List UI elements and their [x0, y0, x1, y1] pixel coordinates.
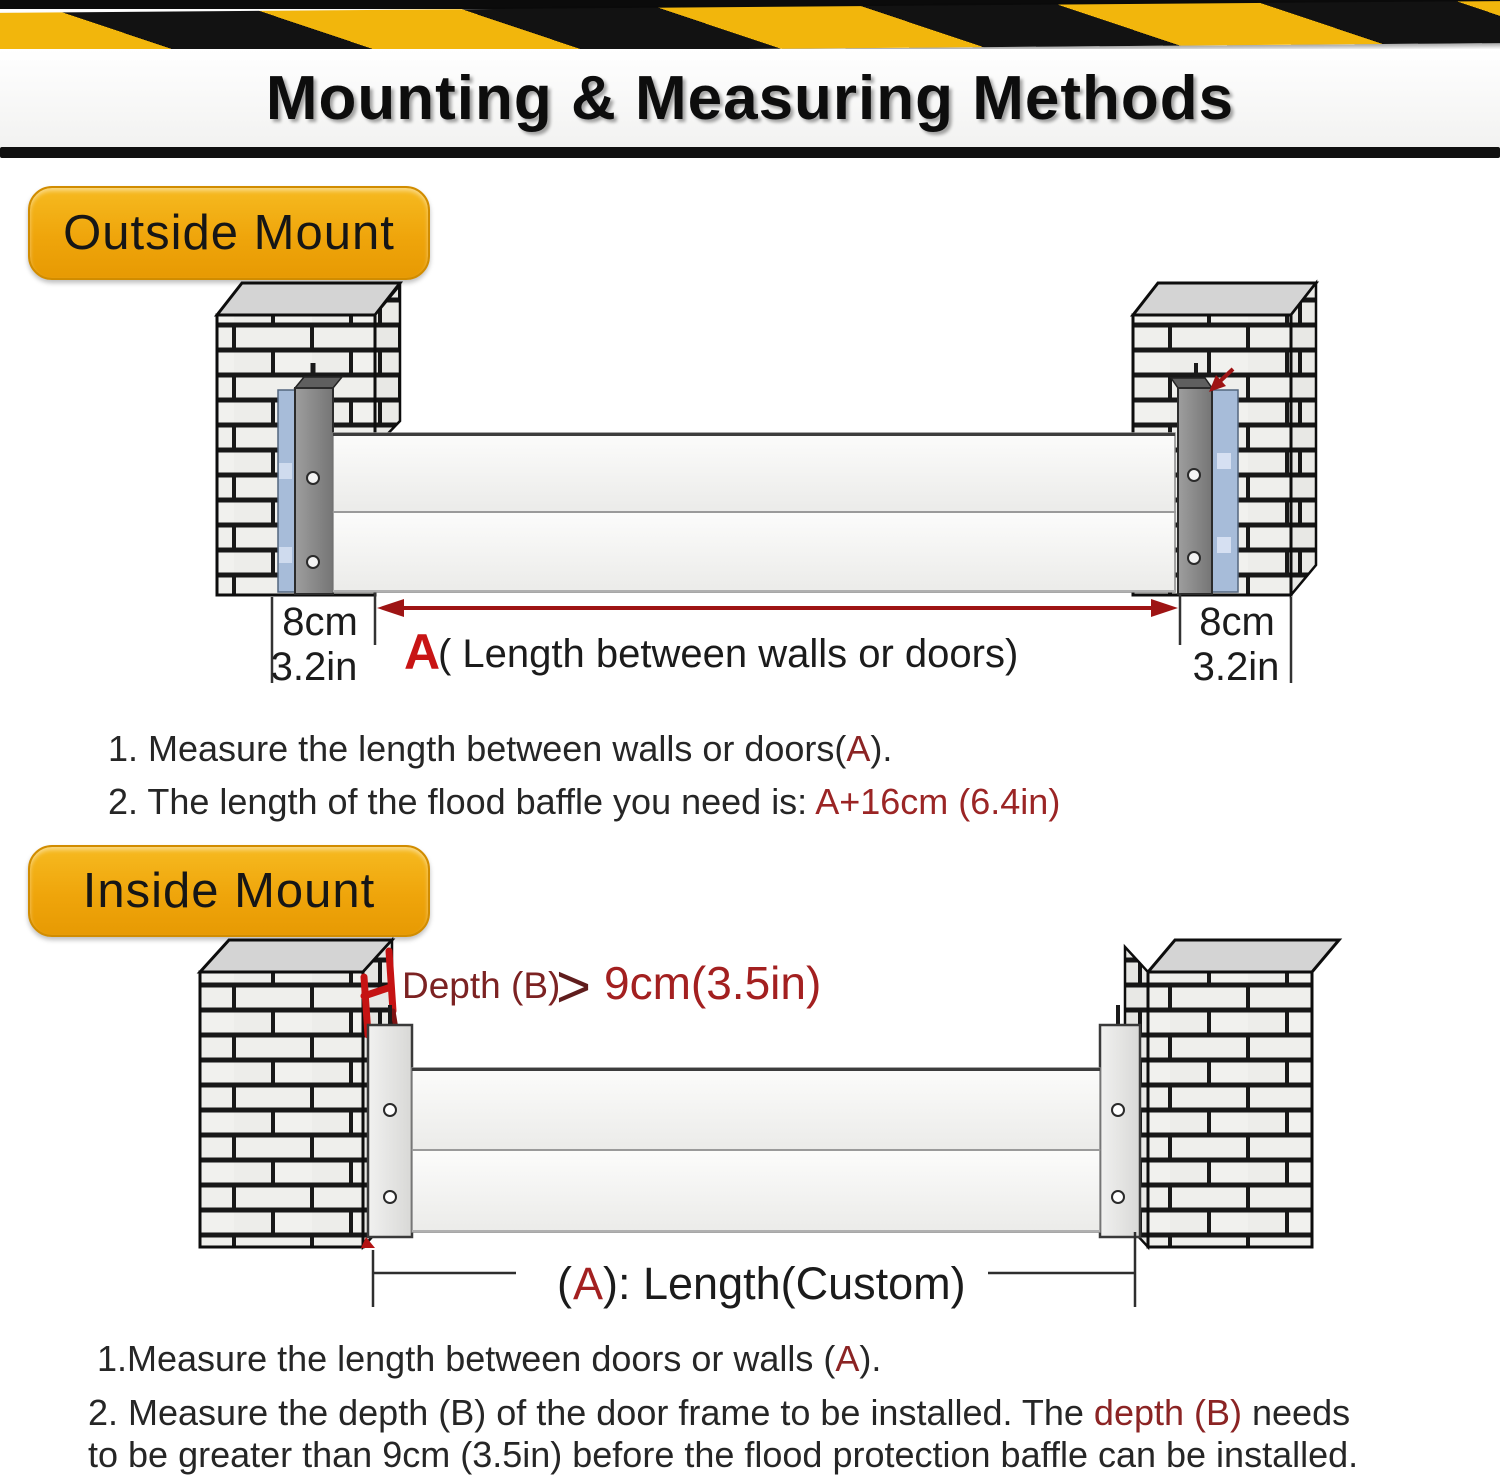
outside-mount-badge: [28, 186, 430, 280]
outside-mount-badge-label: Outside Mount: [63, 206, 395, 260]
step-highlight: A+16cm (6.4in): [815, 781, 1061, 822]
page-title: Mounting & Measuring Methods: [265, 63, 1235, 133]
inside-mount-diagram: [0, 935, 1500, 1310]
right-seal-strip: [1212, 390, 1238, 592]
step-highlight: depth (B): [1093, 1392, 1242, 1433]
step-text: needs: [1242, 1392, 1351, 1433]
screw-hole: [1188, 552, 1200, 564]
step-highlight: A: [835, 1338, 860, 1379]
step-text: 1.Measure the length between doors or walls (: [97, 1338, 836, 1379]
screw-hole: [384, 1104, 396, 1116]
step-text: 1. Measure the length between walls or doors(: [108, 728, 847, 769]
right-pillar: [1125, 940, 1339, 1247]
left-offset-cm: 8cm: [282, 600, 358, 644]
left-mounting-bracket: [361, 1005, 412, 1248]
screw-hole: [1188, 469, 1200, 481]
outside-step-1: [108, 722, 1060, 775]
right-offset-in: 3.2in: [1192, 645, 1280, 689]
screw-hole: [384, 1191, 396, 1203]
right-mounting-bracket: [1100, 1005, 1140, 1237]
span-label-a: A: [404, 624, 441, 680]
inside-step-2-line-2: [88, 1434, 1358, 1475]
step-highlight: A: [846, 728, 871, 769]
length-label-a: A: [573, 1258, 604, 1309]
step-text: to be greater than 9cm (3.5in) before the flood protection baffle can be installed.: [88, 1434, 1359, 1475]
depth-value: 9cm(3.5in): [604, 957, 822, 1009]
depth-gt-sign: >: [556, 953, 592, 1020]
inside-mount-badge-label: Inside Mount: [82, 864, 376, 918]
step-text: 2. Measure the depth (B) of the door frame to be installed. The: [88, 1392, 1094, 1433]
depth-label: Depth (B): [402, 965, 561, 1006]
inside-step-1: [97, 1338, 881, 1380]
step-text: ).: [859, 1338, 882, 1379]
inside-step-2-line-1: [88, 1392, 1358, 1434]
flood-baffle: [333, 433, 1175, 592]
hazard-tape: [0, 1, 1500, 55]
outside-step-2: [108, 775, 1060, 828]
step-text: 2. The length of the flood baffle you need is:: [108, 781, 816, 822]
left-offset-in: 3.2in: [270, 645, 358, 689]
title-band: [0, 49, 1500, 147]
divider-bar: [0, 147, 1500, 158]
flood-baffle: [412, 1068, 1100, 1232]
inside-step-2: [88, 1392, 1358, 1475]
right-offset-cm: 8cm: [1199, 600, 1275, 644]
outside-mount-diagram: [0, 275, 1500, 700]
screw-hole: [307, 472, 319, 484]
length-label-open: (: [557, 1258, 572, 1309]
span-arrow: [377, 599, 1178, 617]
inside-mount-badge: [28, 845, 430, 937]
step-text: ).: [870, 728, 893, 769]
right-mounting-bracket: [1171, 363, 1238, 594]
length-label-text: ): Length(Custom): [603, 1258, 966, 1309]
screw-hole: [307, 556, 319, 568]
span-label-text: ( Length between walls or doors): [438, 632, 1019, 676]
screw-hole: [1112, 1104, 1124, 1116]
outside-steps: [108, 722, 1060, 828]
screw-hole: [1112, 1191, 1124, 1203]
